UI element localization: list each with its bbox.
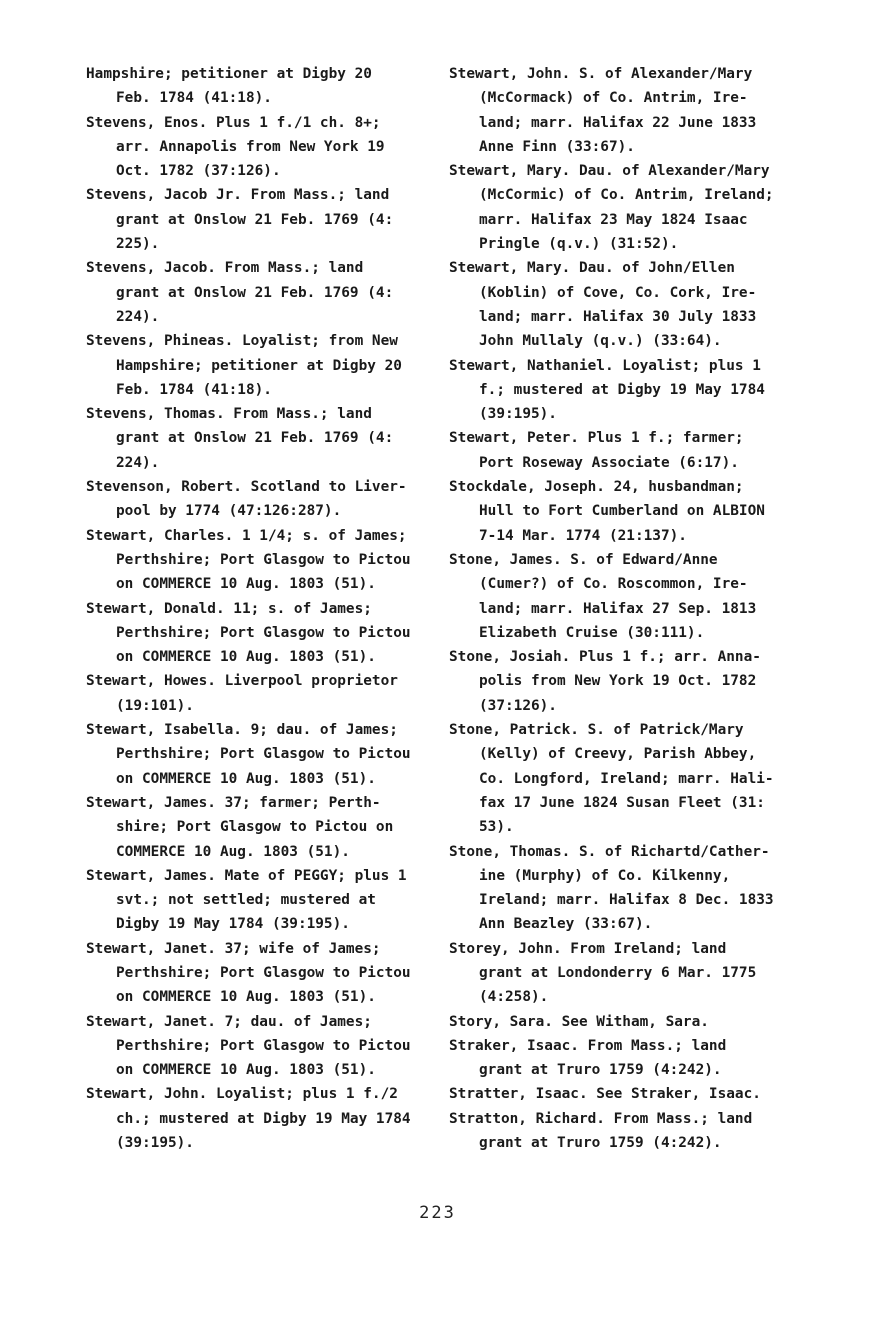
index-entry: Storey, John. From Ireland; land grant at Londonderry 6 Mar. 1775 (4:258). (449, 940, 757, 1006)
index-entry: Stevens, Jacob Jr. From Mass.; land grant at Onslow 21 Feb. 1769 (4: 225). (86, 187, 394, 253)
index-entry: Stewart, Isabella. 9; dau. of James; Perthshire; Port Glasgow to Pictou on COMMERCE 10 Aug. 1803 (51). (86, 722, 411, 787)
index-entry: Stewart, Mary. Dau. of Alexander/Mary (McCormic) of Co. Antrim, Ireland; marr. Halifax 23 May 1824 Isaac Pringle (q.v.) (31:52). (449, 163, 774, 253)
index-entry: Stone, James. S. of Edward/Anne (Cumer?) of Co. Roscommon, Ire- land; marr. Halifax 27 Sep. 1813 Elizabeth Cruise (30:111). (449, 551, 757, 641)
index-entry: Stewart, Nathaniel. Loyalist; plus 1 f.; mustered at Digby 19 May 1784 (39:195). (449, 357, 765, 423)
index-entry: Straker, Isaac. From Mass.; land grant at Truro 1759 (4:242). (449, 1037, 727, 1079)
index-entry: Stockdale, Joseph. 24, husbandman; Hull to Fort Cumberland on ALBION 7-14 Mar. 1774 (21:137). (449, 479, 765, 544)
left-column (86, 62, 431, 1155)
index-entry: Stewart, Donald. 11; s. of James; Perthshire; Port Glasgow to Pictou on COMMERCE 10 Aug. 1803 (51). (86, 600, 411, 666)
index-entry: Stone, Thomas. S. of Richartd/Cather- ine (Murphy) of Co. Kilkenny, Ireland; marr. Halifax 8 Dec. 1833 Ann Beazley (33:67). (449, 843, 774, 933)
index-entry: Stewart, John. S. of Alexander/Mary (McCormack) of Co. Antrim, Ire- land; marr. Halifax 22 June 1833 Anne Finn (33:67). (449, 66, 757, 155)
index-entry: Stewart, Peter. Plus 1 f.; farmer; Port Roseway Associate (6:17). (449, 430, 744, 471)
index-entry: Stewart, James. 37; farmer; Perth- shire; Port Glasgow to Pictou on COMMERCE 10 Aug. 1803 (51). (86, 794, 394, 860)
index-entry: Stewart, Janet. 37; wife of James; Perthshire; Port Glasgow to Pictou on COMMERCE 10 Aug. 1803 (51). (86, 940, 411, 1006)
index-entry: Stratter, Isaac. See Straker, Isaac. (449, 1086, 761, 1103)
index-entry: Stevens, Phineas. Loyalist; from New Hampshire; petitioner at Digby 20 Feb. 1784 (41:18). (86, 333, 402, 398)
index-entry: Story, Sara. See Witham, Sara. (449, 1013, 709, 1030)
index-entry: Stevenson, Robert. Scotland to Liver- pool by 1774 (47:126:287). (86, 479, 407, 520)
index-entry: Stewart, Janet. 7; dau. of James; Perthshire; Port Glasgow to Pictou on COMMERCE 10 Aug. 1803 (51). (86, 1013, 411, 1079)
index-entry: Stratton, Richard. From Mass.; land grant at Truro 1759 (4:242). (449, 1110, 753, 1152)
index-entry: Hampshire; petitioner at Digby 20 Feb. 1784 (41:18). (86, 66, 372, 107)
index-entry: Stewart, Charles. 1 1/4; s. of James; Perthshire; Port Glasgow to Pictou on COMMERCE 10 Aug. 1803 (51). (86, 527, 411, 593)
index-entry: Stewart, James. Mate of PEGGY; plus 1 svt.; not settled; mustered at Digby 19 May 1784 (39:195). (86, 867, 407, 933)
index-entry: Stevens, Jacob. From Mass.; land grant at Onslow 21 Feb. 1769 (4: 224). (86, 260, 394, 325)
index-entry: Stevens, Enos. Plus 1 f./1 ch. 8+; arr. Annapolis from New York 19 Oct. 1782 (37:126). (86, 114, 385, 180)
index-entry: Stone, Patrick. S. of Patrick/Mary (Kelly) of Creevy, Parish Abbey, Co. Longford, Ireland; marr. Hali- fax 17 June 1824 Susan Fleet (31: 53). (449, 722, 774, 836)
index-entry: Stone, Josiah. Plus 1 f.; arr. Anna- polis from New York 19 Oct. 1782 (37:126). (449, 649, 761, 714)
index-entry: Stevens, Thomas. From Mass.; land grant at Onslow 21 Feb. 1769 (4: 224). (86, 406, 394, 471)
page-number: 223 (419, 1203, 456, 1223)
right-column (449, 62, 794, 1155)
index-entry: Stewart, Howes. Liverpool proprietor (19:101). (86, 673, 398, 714)
index-entry: Stewart, Mary. Dau. of John/Ellen (Koblin) of Cove, Co. Cork, Ire- land; marr. Halifax 30 July 1833 John Mullaly (q.v.) (33:64). (449, 260, 757, 350)
index-entry: Stewart, John. Loyalist; plus 1 f./2 ch.; mustered at Digby 19 May 1784 (39:195). (86, 1086, 411, 1152)
